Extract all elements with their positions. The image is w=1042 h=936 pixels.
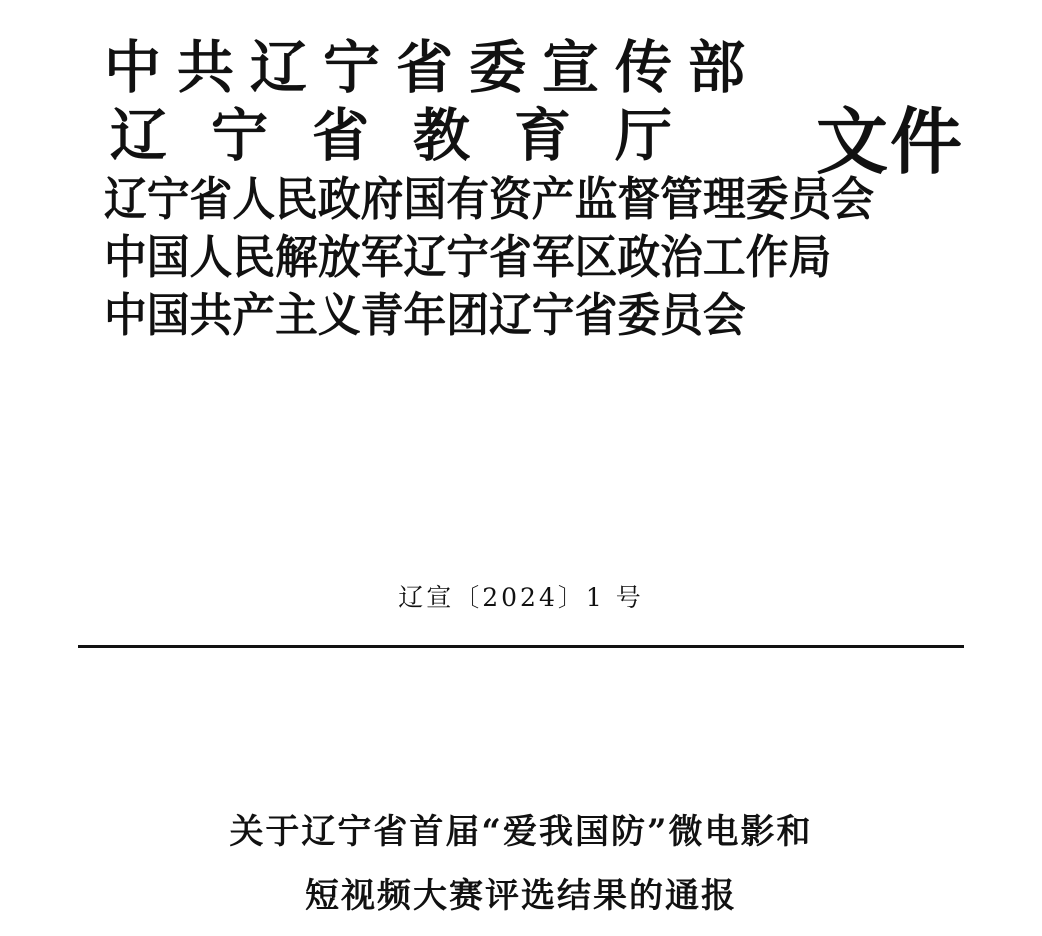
document-number: 辽宣〔2024〕1 号 bbox=[398, 583, 644, 612]
document-title-line-2: 短视频大赛评选结果的通报 bbox=[305, 876, 737, 916]
issuing-agency-line-2: 辽宁省教育厅 bbox=[110, 102, 716, 169]
issuing-agency-line-1: 中共辽宁省委宣传部 bbox=[104, 34, 761, 101]
document-title bbox=[0, 800, 1042, 928]
document-word: 文件 bbox=[815, 99, 964, 184]
issuing-agency-line-4: 中国人民解放军辽宁省军区政治工作局 bbox=[104, 230, 832, 284]
issuing-agency-line-3: 辽宁省人民政府国有资产监督管理委员会 bbox=[104, 172, 875, 226]
header-separator-rule bbox=[78, 645, 964, 648]
document-title-line-1: 关于辽宁省首届“爱我国防”微电影和 bbox=[229, 812, 813, 852]
issuing-agency-line-5: 中国共产主义青年团辽宁省委员会 bbox=[104, 288, 746, 342]
issuing-agency-header bbox=[0, 34, 1042, 344]
issuing-agency-list bbox=[0, 34, 1042, 344]
